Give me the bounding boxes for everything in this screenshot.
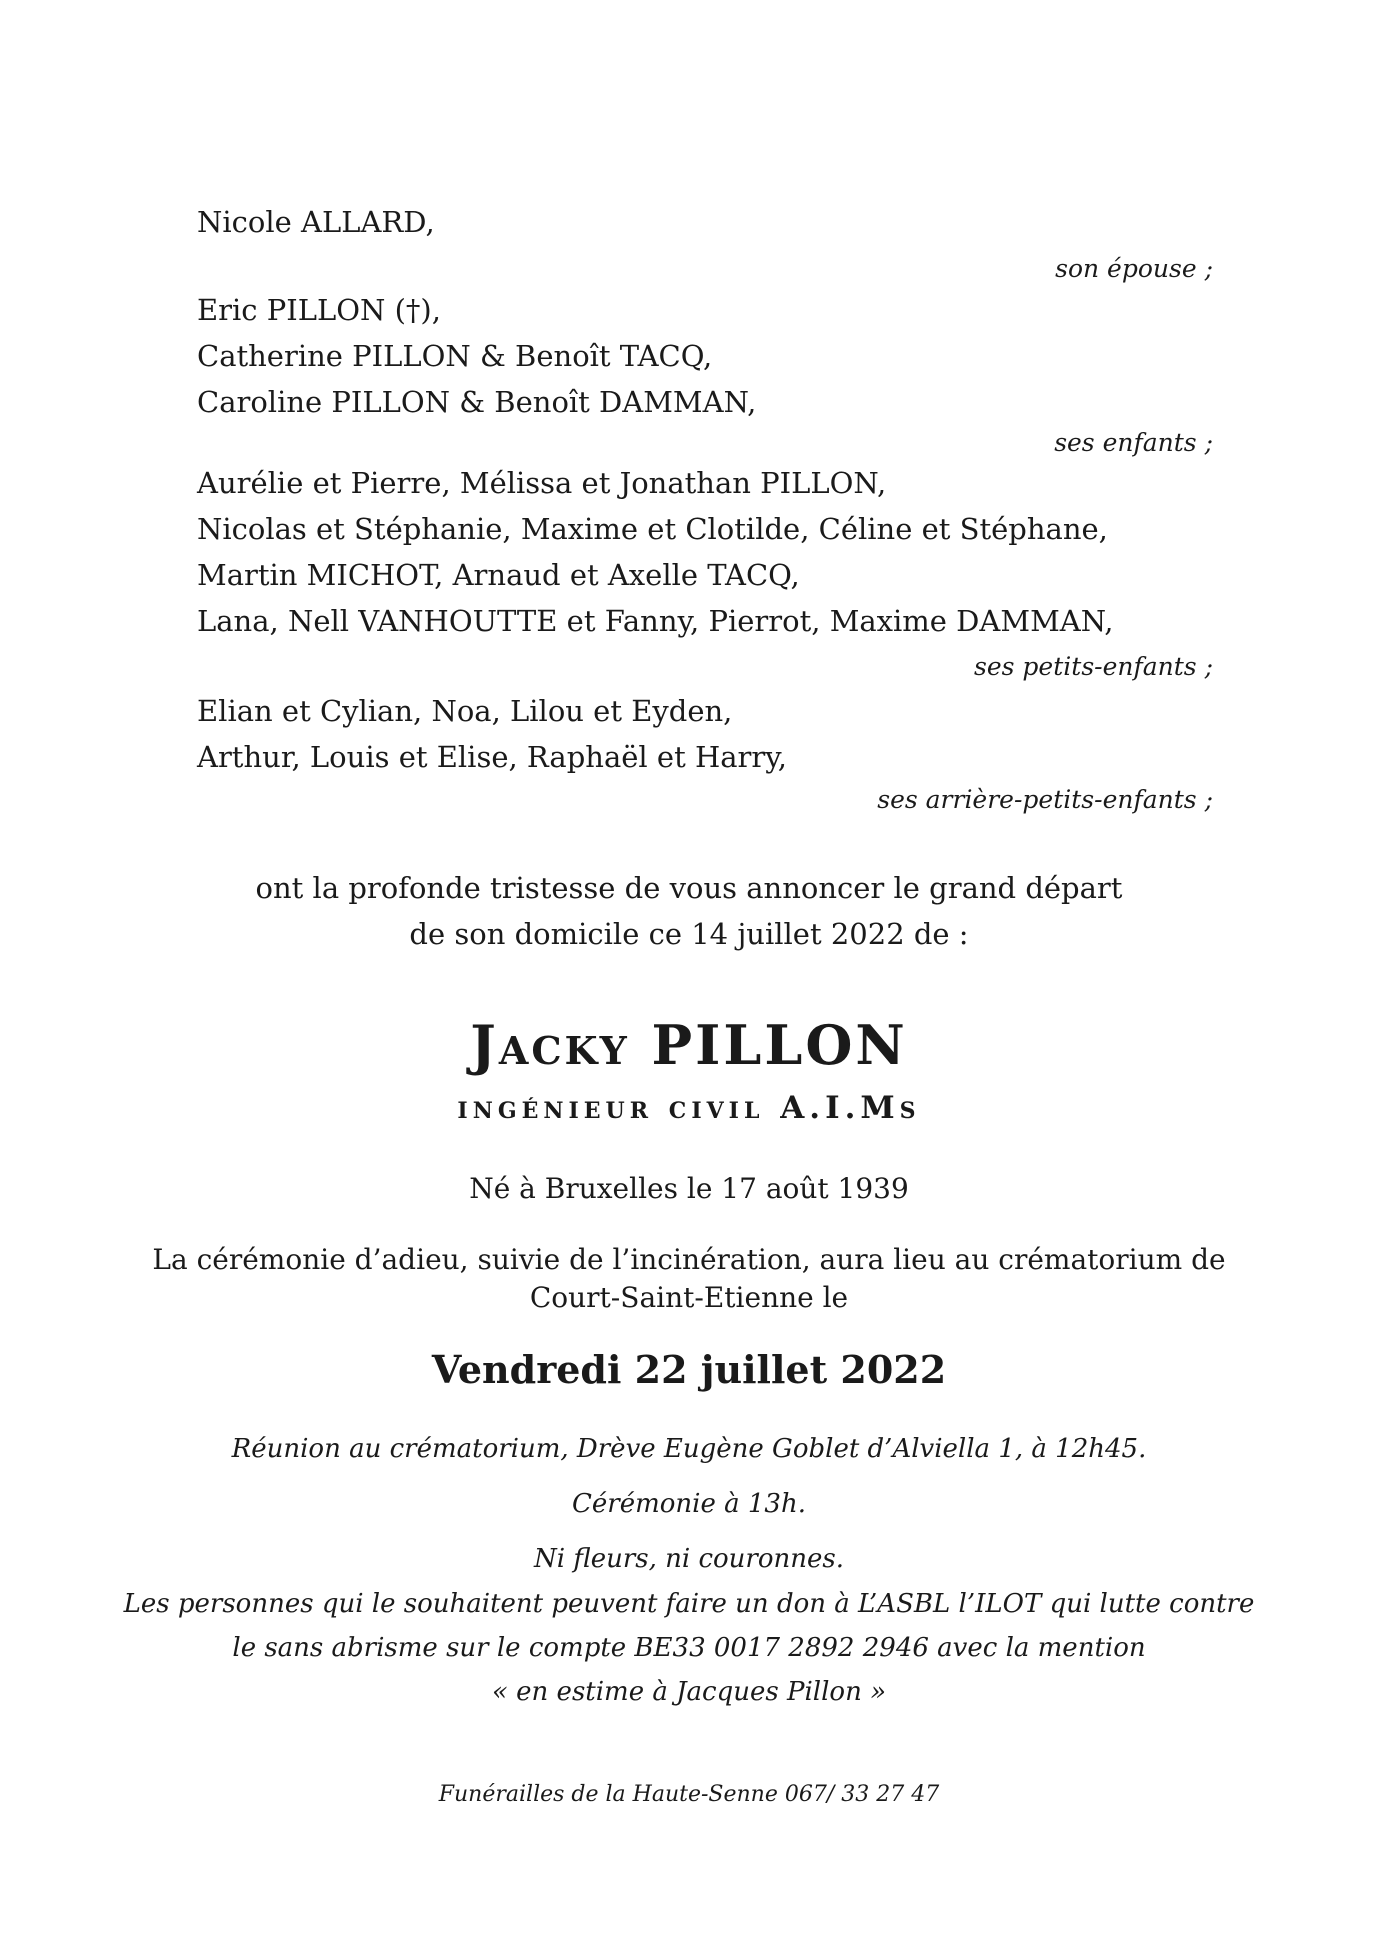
grandchild-line: Nicolas et Stéphanie, Maxime et Clotilde, Céline et Stéphane,	[197, 512, 1108, 546]
great-grandchildren-role: ses arrière-petits-enfants ;	[877, 785, 1213, 814]
grandchildren-role: ses petits-enfants ;	[974, 652, 1213, 681]
spouse-role: son épouse ;	[1055, 254, 1213, 283]
ceremony-time: Cérémonie à 13h.	[572, 1489, 806, 1519]
deceased-first-name: Jacky	[470, 1013, 630, 1077]
donation-note	[0, 1582, 1378, 1714]
child-line: Eric PILLON (†),	[197, 293, 441, 327]
grandchild-line: Martin MICHOT, Arnaud et Axelle TACQ,	[197, 558, 800, 592]
funeral-home-footer: Funérailles de la Haute-Senne 067/ 33 27 47	[438, 1782, 940, 1807]
announcement	[0, 865, 1378, 957]
deceased-title: ingénieur civil A.I.Ms	[457, 1090, 921, 1126]
donation-line: Les personnes qui le souhaitent peuvent faire un don à L’ASBL l’ILOT qui lutte contre	[123, 1589, 1255, 1619]
donation-line: le sans abrisme sur le compte BE33 0017 2892 2946 avec la mention	[232, 1633, 1146, 1663]
donation-line: « en estime à Jacques Pillon »	[491, 1677, 886, 1707]
great-grandchildren-list	[197, 688, 787, 780]
deceased-name	[0, 1010, 1378, 1080]
birth-info: Né à Bruxelles le 17 août 1939	[469, 1172, 909, 1205]
children-list	[197, 287, 756, 425]
child-line: Caroline PILLON & Benoît DAMMAN,	[197, 385, 757, 419]
announcement-line: ont la profonde tristesse de vous annoncer le grand départ	[255, 871, 1123, 905]
children-role: ses enfants ;	[1054, 428, 1213, 457]
ceremony-line: Court-Saint-Etienne le	[529, 1281, 849, 1314]
ceremony-line: La cérémonie d’adieu, suivie de l’incinération, aura lieu au crématorium de	[152, 1243, 1226, 1276]
grandchild-line: Aurélie et Pierre, Mélissa et Jonathan PILLON,	[197, 466, 887, 500]
meeting-info: Réunion au crématorium, Drève Eugène Goblet d’Alviella 1, à 12h45.	[231, 1434, 1147, 1464]
child-line: Catherine PILLON & Benoît TACQ,	[197, 339, 713, 373]
grandchildren-list	[197, 460, 1113, 644]
announcement-line: de son domicile ce 14 juillet 2022 de :	[409, 917, 969, 951]
ceremony-text	[0, 1241, 1378, 1317]
great-grandchild-line: Elian et Cylian, Noa, Lilou et Eyden,	[197, 694, 733, 728]
great-grandchild-line: Arthur, Louis et Elise, Raphaël et Harry,	[197, 740, 787, 774]
deceased-last-name: PILLON	[651, 1013, 908, 1077]
ceremony-date: Vendredi 22 juillet 2022	[431, 1347, 947, 1392]
flowers-note: Ni fleurs, ni couronnes.	[534, 1544, 844, 1574]
spouse-name: Nicole ALLARD,	[197, 205, 435, 239]
grandchild-line: Lana, Nell VANHOUTTE et Fanny, Pierrot, Maxime DAMMAN,	[197, 604, 1114, 638]
